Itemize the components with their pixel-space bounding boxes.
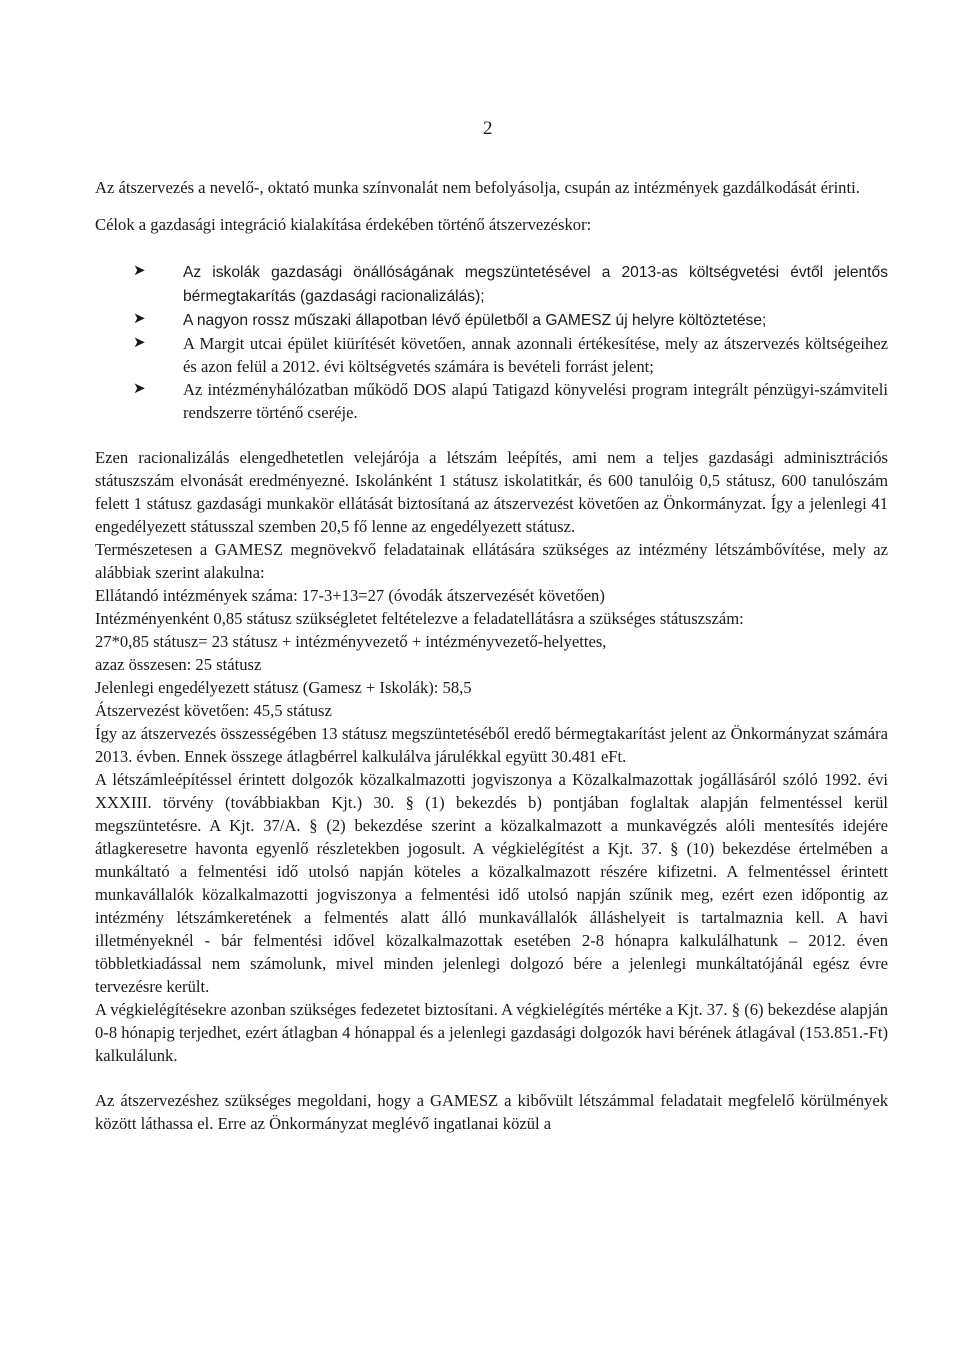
goals-heading: Célok a gazdasági integráció kialakítása érdekében történő átszervezéskor: <box>95 215 592 234</box>
arrowhead-bullet-icon: ➤ <box>133 335 146 351</box>
osszesen-line: azaz összesen: 25 státusz <box>95 655 262 674</box>
letszamleepites-paragraph: A létszámleépítéssel érintett dolgozók közalkalmazotti jogviszonya a Közalkalmazottak jogállásáról szóló 1992. évi XXXIII. törvény (továbbiakban Kjt.) 30. § (1) bekezdés b) pontjában foglaltak alapján felmentéssel kerül megszüntetésre. A Kjt. 37/A. § (2) bekezdése szerint a közalkalmazott a munkavégzés alóli mentesítés idejére átlagkeresetre havonta egyenlő részletekben jogosult. A végkielégítést a Kjt. 37. § (10) bekezdése értelmében a munkáltató a felmentési idő utolsó napján köteles a közalkalmazott részére kifizetni. A felmentéssel érintett munkavállalók közalkalmazotti jogviszonya a felmentési idő utolsó napján szűnik meg, ezért ezen időpontig az intézmény létszámkeretének a felmentés alatt álló munkavállalók álláshelyeit is tartalmaznia kell. A havi illetményeknél - bár felmentési idővel közalkalmazottak esetében 2-8 hónapra kalkulálhatunk – 2012. éven többletkiadással nem számolunk, mivel minden jelenlegi dolgozó bére a jelenlegi munkáltatójánál egész évre tervezésre került. <box>95 770 888 996</box>
racionalizalas-paragraph: Ezen racionalizálás elengedhetetlen velejárója a létszám leépítés, ami nem a teljes gazdasági adminisztrációs státuszszám elvonását eredményezné. Iskolánként 1 státusz iskolatitkár, és 600 tanulóig 0,5 státusz, 600 tanulószám felett 1 státusz gazdasági munkakör ellátását biztosítaná az átszervezést követően az Önkormányzat. Így a jelenlegi 41 engedélyezett státusszal szemben 20,5 fő lenne az engedélyezett státusz. <box>95 448 888 536</box>
goal-text: A Margit utcai épület kiürítését követően, annak azonnali értékesítése, mely az átszervezés költségeihez és azon felül a 2012. évi költségvetés számára is bevételi forrást jelent; <box>183 334 888 376</box>
goal-text: Az intézményhálózatban működő DOS alapú Tatigazd könyvelési program integrált pénzügyi-számviteli rendszerre történő cseréje. <box>183 380 888 422</box>
goal-item <box>133 332 888 378</box>
atszervezest-kovetoen-line: Átszervezést követően: 45,5 státusz <box>95 701 332 720</box>
goal-item <box>133 308 888 332</box>
vegkielegites-paragraph: A végkielégítésekre azonban szükséges fedezetet biztosítani. A végkielégítés mértéke a Kjt. 37. § (6) bekezdése alapján 0-8 hónapig terjedhet, ezért átlagban 4 hónappal és a jelenlegi gazdasági dolgozók havi bérének átlagával (153.851.-Ft) kalkulálunk. <box>95 1000 888 1065</box>
goals-list <box>95 260 888 424</box>
intezmenyenkent-line: Intézményenként 0,85 státusz szükségletet feltételezve a feladatellátásra a szükséges státuszszám: <box>95 609 744 628</box>
goal-item <box>133 260 888 308</box>
jelenlegi-statusz-line: Jelenlegi engedélyezett státusz (Gamesz + Iskolák): 58,5 <box>95 678 472 697</box>
letszambovites-paragraph: Természetesen a GAMESZ megnövekvő feladatainak ellátására szükséges az intézmény létszámbővítése, mely az alábbiak szerint alakulna: <box>95 540 888 582</box>
szamitas-line: 27*0,85 státusz= 23 státusz + intézményvezető + intézményvezető-helyettes, <box>95 632 607 651</box>
goal-item <box>133 378 888 424</box>
closing-paragraph: Az átszervezéshez szükséges megoldani, hogy a GAMESZ a kibővült létszámmal feladatait megfelelő körülmények között láthassa el. Erre az Önkormányzat meglévő ingatlanai közül a <box>95 1091 888 1133</box>
arrowhead-bullet-icon: ➤ <box>133 381 146 397</box>
arrowhead-bullet-icon: ➤ <box>133 311 146 327</box>
bermegtakaritas-paragraph: Így az átszervezés összességében 13 státusz megszüntetéséből eredő bérmegtakarítást jelent az Önkormányzat számára 2013. évben. Ennek összege átlagbérrel kalkulálva járulékkal együtt 30.481 eFt. <box>95 724 888 766</box>
document-body <box>95 176 888 1135</box>
goal-text: Az iskolák gazdasági önállóságának megszüntetésével a 2013-as költségvetési évtől jelentős bérmegtakarítás (gazdasági racionalizálás); <box>183 264 888 305</box>
intezmenyek-szama-line: Ellátandó intézmények száma: 17-3+13=27 (óvodák átszervezését követően) <box>95 586 605 605</box>
page-number: 2 <box>483 118 493 139</box>
arrowhead-bullet-icon: ➤ <box>133 263 146 279</box>
intro-paragraph: Az átszervezés a nevelő-, oktató munka színvonalát nem befolyásolja, csupán az intézmények gazdálkodását érinti. <box>95 178 860 197</box>
goal-text: A nagyon rossz műszaki állapotban lévő épületből a GAMESZ új helyre költöztetése; <box>183 312 767 329</box>
